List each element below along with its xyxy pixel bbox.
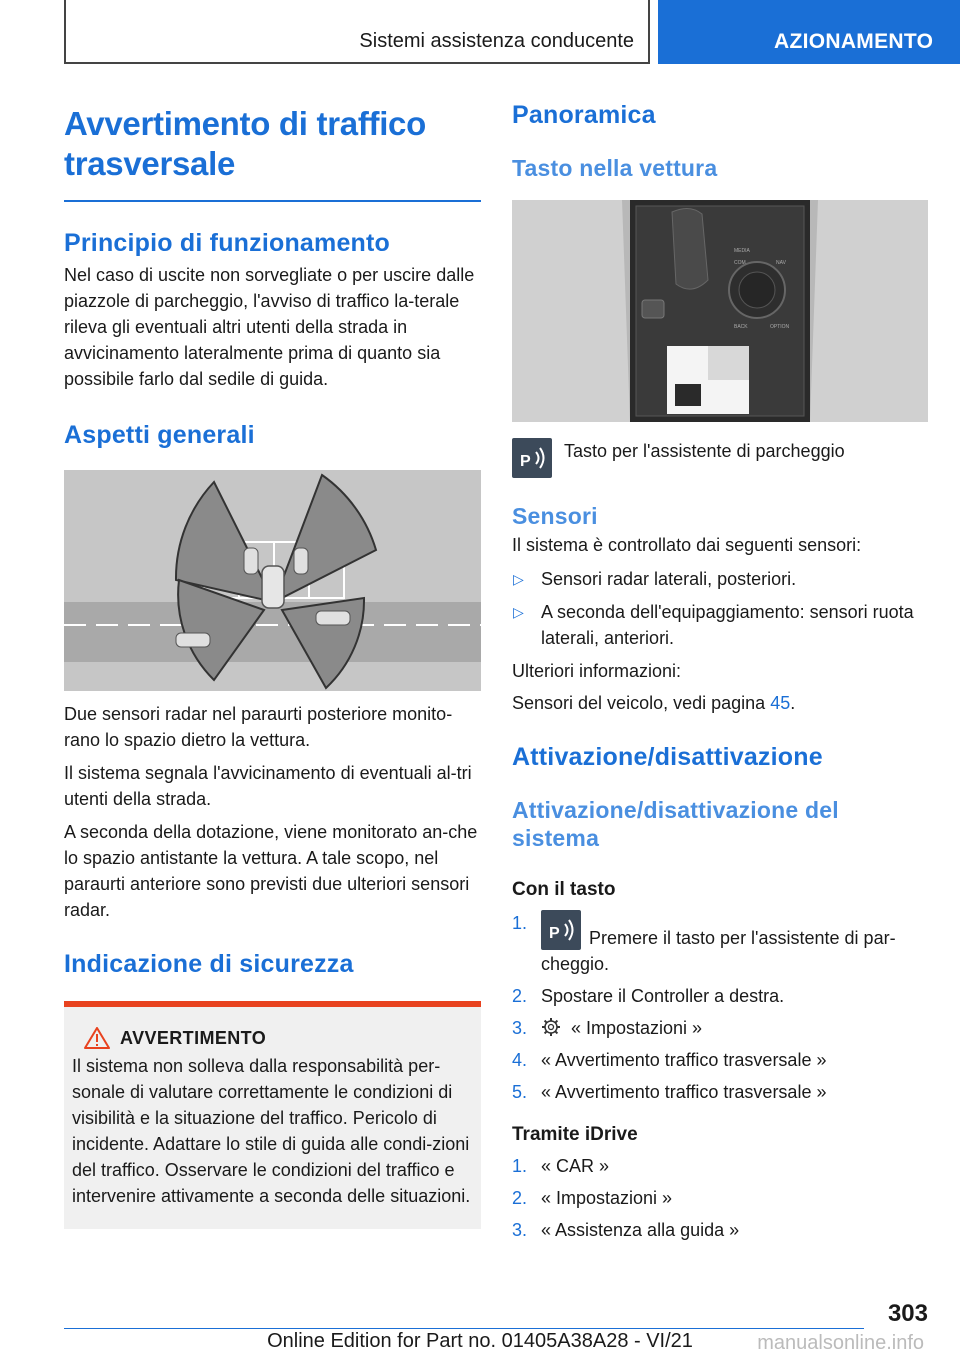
sensors-list (512, 566, 928, 651)
footer-divider (64, 1328, 864, 1329)
console-label-back: BACK (734, 324, 748, 330)
gear-icon (541, 1017, 561, 1037)
general-para-2: Il sistema segnala l'avvicinamento di eventuali al-tri utenti della strada. (64, 763, 472, 809)
principle-heading: Principio di funzionamento (64, 229, 391, 257)
step-item: 2. Spostare il Controller a destra. (512, 986, 785, 1006)
park-assist-key-icon (541, 910, 581, 950)
list-item: ▷ A seconda dell'equipaggiamento: sensori ruota laterali, anteriori. (512, 599, 928, 651)
general-heading: Aspetti generali (64, 421, 255, 449)
button-caption-row (512, 438, 928, 478)
more-info-line: Sensori del veicolo, vedi pagina 45. (512, 693, 796, 713)
safety-heading: Indicazione di sicurezza (64, 950, 354, 978)
right-column (512, 100, 928, 1249)
console-label-media: MEDIA (734, 248, 750, 254)
warning-box (64, 1001, 481, 1229)
overview-heading: Panoramica (512, 101, 656, 129)
step-item: 5. « Avvertimento traffico trasversale » (512, 1082, 827, 1102)
section-tab (658, 0, 960, 64)
header-chapter-box (64, 0, 650, 64)
console-label-option: OPTION (770, 324, 790, 330)
edition-text: Online Edition for Part no. 01405A38A28 - VI/21 (267, 1330, 693, 1352)
console-photo (512, 200, 928, 422)
step-item: 1. « CAR » (512, 1156, 610, 1176)
section-title: AZIONAMENTO (774, 30, 934, 53)
general-para-3: A seconda della dotazione, viene monitorato an-che lo spazio antistante la vettura. A tale scopo, nel paraurti anteriore sono previsti due ulteriori sensori radar. (64, 822, 478, 920)
general-para-1: Due sensori radar nel paraurti posteriore monito-rano lo spazio dietro la vettura. (64, 704, 453, 750)
page-reference-link[interactable]: 45 (770, 693, 791, 713)
button-heading: Tasto nella vettura (512, 155, 718, 181)
page-number: 303 (887, 1300, 928, 1327)
sensors-intro: Il sistema è controllato dai seguenti sensori: (512, 535, 862, 555)
left-column (64, 104, 481, 1229)
page-title: Avvertimento di traffico trasversale (64, 105, 426, 182)
idrive-heading: Tramite iDrive (512, 1124, 638, 1145)
principle-text: Nel caso di uscite non sorvegliate o per uscire dalle piazzole di parcheggio, l'avviso di traffico la-terale rileva gli eventuali altri utenti della strada in avvicinamento lateralmente prima di quanto sia possibile farlo dal sedile di guida. (64, 265, 475, 389)
step-item: 2. « Impostazioni » (512, 1188, 673, 1208)
step-item: 3. « Impostazioni » (512, 1018, 703, 1038)
svg-text:P: P (520, 453, 531, 470)
title-divider (64, 200, 481, 202)
with-button-heading: Con il tasto (512, 879, 616, 900)
list-item: ▷ Sensori radar laterali, posteriori. (512, 566, 928, 592)
button-caption: Tasto per l'assistente di parcheggio (564, 441, 845, 461)
idrive-steps-list (512, 1153, 928, 1243)
center-console-illustration (512, 200, 928, 422)
chapter-title: Sistemi assistenza conducente (359, 30, 634, 52)
watermark-text: manualsonline.info (757, 1332, 924, 1354)
cross-traffic-illustration (64, 470, 481, 691)
system-activation-heading: Attivazione/disattivazione del sistema (512, 797, 839, 851)
warning-triangle-icon (84, 1027, 110, 1049)
more-info-label: Ulteriori informazioni: (512, 661, 682, 681)
console-label-com: COM (734, 260, 746, 266)
warning-title: AVVERTIMENTO (120, 1027, 267, 1048)
step-item: 4. « Avvertimento traffico trasversale » (512, 1050, 827, 1070)
radar-coverage-diagram (64, 470, 481, 691)
step-item: 1. P Premere il tasto per l'assistente di par-cheggio. (512, 910, 928, 977)
console-label-nav: NAV (776, 260, 786, 266)
svg-text:P: P (549, 925, 560, 942)
activation-heading: Attivazione/disattivazione (512, 743, 823, 771)
button-steps-list (512, 910, 928, 1105)
warning-text: Il sistema non solleva dalla responsabilità per-sonale di valutare correttamente le condizioni di visibilità e la situazione del traffico. Pericolo di incidente. Adattare lo stile di guida alle condi-zioni del traffico. Osservare le condizioni del traffico e intervenire attivamente a seconda delle situazioni. (72, 1056, 471, 1206)
triangle-bullet-icon: ▷ (513, 604, 524, 620)
park-assist-key-icon (512, 438, 552, 478)
warning-title-row (84, 1027, 473, 1049)
step-item: 3. « Assistenza alla guida » (512, 1220, 740, 1240)
sensors-heading: Sensori (512, 503, 598, 529)
triangle-bullet-icon: ▷ (513, 571, 524, 587)
